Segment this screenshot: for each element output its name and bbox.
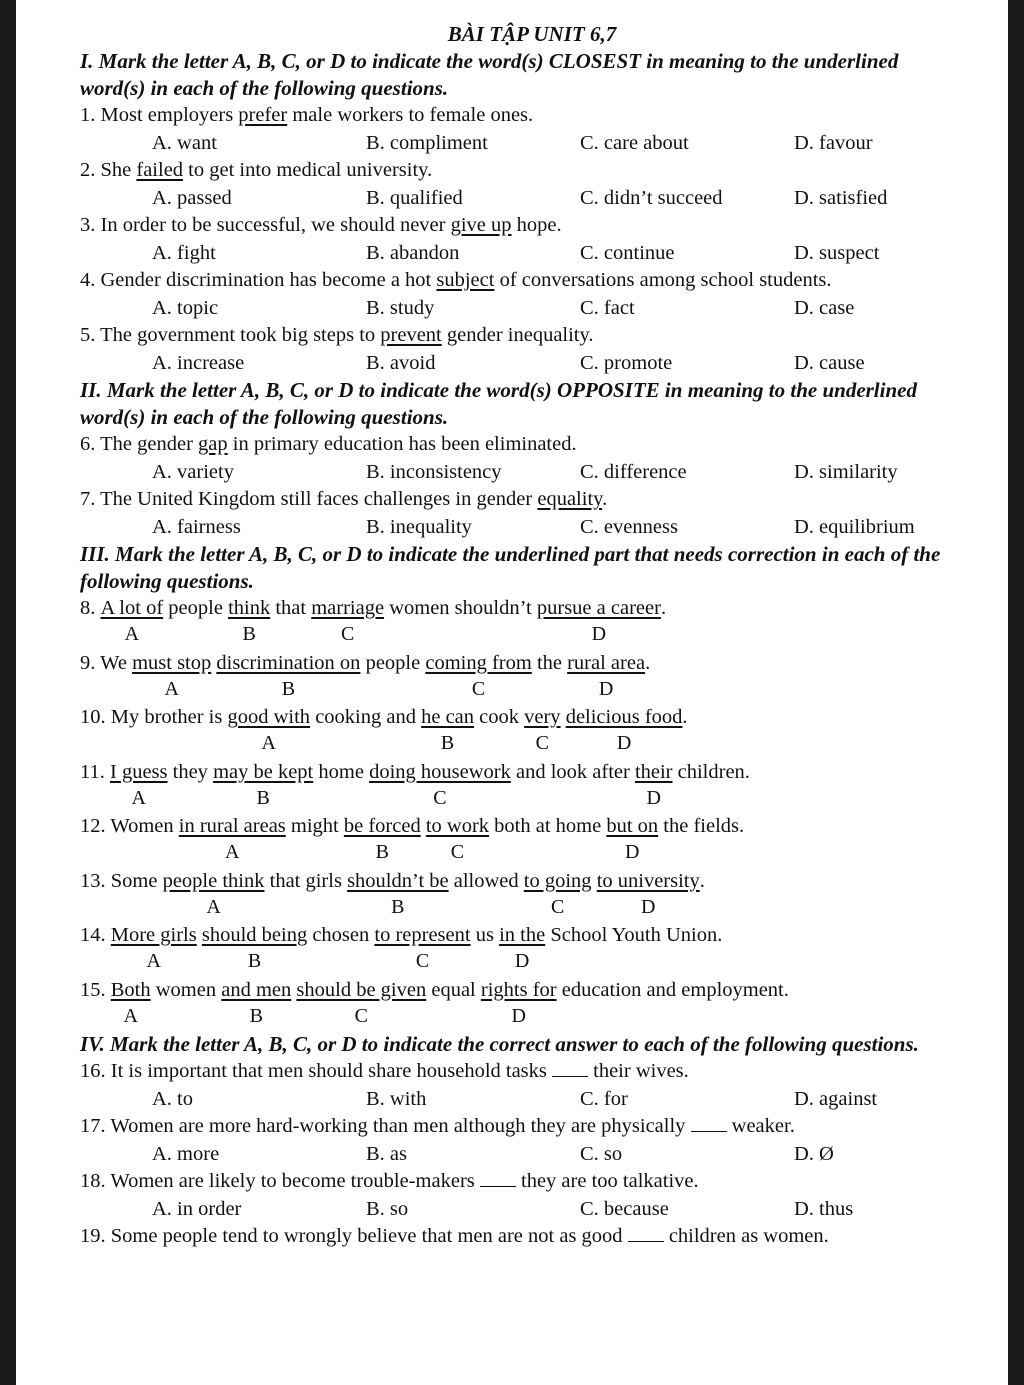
option-a[interactable]: A. to (152, 1087, 193, 1110)
answer-blank[interactable] (552, 1058, 588, 1077)
part-letter: B (281, 677, 296, 700)
question-text: Some people tend to wrongly believe that men are not as good (110, 1225, 628, 1247)
part-letter: C (450, 841, 465, 863)
part-text: doing housework (369, 760, 511, 783)
question-number: 10. (80, 706, 111, 728)
question-text: My brother is (110, 706, 228, 728)
part-d[interactable] (499, 922, 546, 972)
part-letter: A (261, 732, 276, 754)
option-b[interactable]: B. abandon (366, 241, 460, 264)
question-text: they are too talkative. (515, 1170, 699, 1192)
question-7 (80, 486, 1000, 514)
option-c[interactable]: C. fact (580, 296, 635, 319)
option-a[interactable]: A. increase (152, 351, 245, 374)
question-number: 3. (80, 214, 101, 236)
part-d[interactable] (536, 595, 661, 645)
part-text: coming from (425, 651, 532, 674)
option-b[interactable]: B. inequality (366, 515, 472, 538)
section-2-instruction: II. Mark the letter A, B, C, or D to indicate the word(s) OPPOSITE in meaning to the underlined word(s) in each of the following questions. (80, 378, 917, 429)
part-letter: A (131, 786, 146, 809)
part-b[interactable] (347, 868, 449, 918)
part-a[interactable] (100, 595, 164, 645)
part-text: to going (523, 869, 592, 892)
part-letter: B (256, 786, 270, 809)
option-b[interactable]: B. compliment (366, 131, 488, 154)
part-letter: D (511, 1004, 526, 1027)
part-letter: C (354, 1004, 368, 1027)
part-text: rights for (480, 978, 557, 1001)
part-b[interactable] (221, 977, 292, 1027)
question-15 (80, 977, 1000, 1032)
part-text: good with (227, 706, 311, 728)
part-letter: C (415, 950, 430, 972)
option-b[interactable]: B. avoid (366, 351, 436, 374)
part-text: marriage (311, 597, 385, 619)
part-letter: D (616, 732, 632, 754)
question-number: 13. (80, 869, 111, 892)
part-text: discrimination on (216, 651, 361, 674)
section-4-instruction: IV. Mark the letter A, B, C, or D to indicate the correct answer to each of the following questions. (80, 1032, 919, 1056)
question-number: 16. (80, 1060, 111, 1082)
question-text: Women (110, 815, 179, 837)
part-c[interactable] (524, 704, 561, 754)
section-1-instruction: I. Mark the letter A, B, C, or D to indicate the word(s) CLOSEST in meaning to the underlined word(s) in each of the following questions. (80, 49, 899, 100)
question-18-options (80, 1196, 1000, 1224)
option-a[interactable]: A. passed (152, 186, 232, 209)
question-text: . (602, 488, 608, 510)
part-a[interactable] (110, 977, 151, 1027)
question-text: the (531, 651, 568, 674)
underlined-word: subject (436, 269, 495, 291)
part-letter: B (375, 841, 389, 863)
option-c[interactable]: C. promote (580, 351, 673, 374)
question-number: 5. (80, 324, 101, 346)
option-b[interactable]: B. inconsistency (366, 460, 502, 483)
option-c[interactable]: C. difference (580, 460, 687, 483)
question-11 (80, 759, 1000, 814)
part-text: A lot of (100, 597, 164, 619)
question-text: might (285, 815, 344, 837)
part-text: to represent (374, 924, 471, 946)
worksheet-content (80, 20, 1000, 1251)
question-2-options (80, 185, 1000, 213)
part-text: people think (162, 869, 265, 892)
part-d[interactable] (606, 813, 659, 863)
question-5 (80, 322, 1000, 350)
part-letter: D (640, 895, 656, 918)
question-6 (80, 431, 1000, 459)
question-17-options (80, 1141, 1000, 1169)
question-16-options (80, 1086, 1000, 1114)
question-text: . (682, 706, 688, 728)
question-text: home (313, 760, 370, 783)
question-18 (80, 1168, 1000, 1196)
question-text: both at home (489, 815, 607, 837)
part-letter: D (598, 677, 614, 700)
option-d[interactable]: D. case (794, 296, 855, 319)
question-text: that girls (264, 869, 348, 892)
question-16 (80, 1058, 1000, 1086)
question-text: We (100, 651, 133, 674)
option-b[interactable]: B. with (366, 1087, 427, 1110)
question-10 (80, 704, 1000, 759)
question-text: children as women. (663, 1225, 829, 1247)
question-number: 12. (80, 815, 111, 837)
question-number: 11. (80, 760, 110, 783)
option-d[interactable]: D. cause (794, 351, 865, 374)
underlined-word: give up (450, 214, 512, 236)
question-3 (80, 212, 1000, 240)
question-7-options (80, 514, 1000, 542)
part-a[interactable] (132, 650, 212, 700)
part-d[interactable] (596, 868, 700, 918)
part-letter: B (440, 732, 455, 754)
page-title: BÀI TẬP UNIT 6,7 (447, 22, 617, 46)
question-text: The gender (100, 433, 199, 455)
question-text: that (270, 597, 312, 619)
answer-blank[interactable] (628, 1223, 664, 1242)
option-c[interactable]: C. so (580, 1142, 623, 1165)
question-2 (80, 157, 1000, 185)
question-text: they (167, 760, 214, 783)
part-letter: B (247, 950, 262, 972)
worksheet-page (16, 0, 1008, 1385)
part-text: More girls (110, 924, 197, 946)
part-c[interactable] (369, 759, 511, 809)
question-text: their wives. (588, 1060, 689, 1082)
part-d[interactable] (634, 759, 673, 809)
question-text: and look after (510, 760, 635, 783)
part-a[interactable] (178, 813, 286, 863)
option-c[interactable]: C. evenness (580, 515, 678, 538)
question-text: Gender discrimination has become a hot (100, 269, 437, 291)
question-number: 14. (80, 924, 111, 946)
question-text: weaker. (726, 1115, 795, 1137)
option-d[interactable]: D. satisfied (794, 186, 888, 209)
question-text: School Youth Union. (545, 924, 723, 946)
question-text: the fields. (658, 815, 745, 837)
part-letter: D (646, 786, 661, 809)
part-letter: B (391, 895, 405, 918)
part-letter: B (242, 623, 256, 645)
question-text: gender inequality. (441, 324, 594, 346)
option-a[interactable]: A. fairness (152, 515, 241, 538)
part-text: should being (201, 924, 308, 946)
option-d[interactable]: D. favour (794, 131, 873, 154)
question-number: 15. (80, 978, 111, 1001)
question-13 (80, 868, 1000, 923)
underlined-word: prefer (238, 104, 288, 126)
question-text: . (660, 597, 667, 619)
underlined-word: failed (136, 159, 184, 181)
option-b[interactable]: B. study (366, 296, 435, 319)
question-text: to get into medical university. (183, 159, 433, 181)
part-letter: A (206, 895, 221, 918)
question-number: 8. (80, 597, 101, 619)
underlined-word: gap (198, 433, 228, 455)
part-b[interactable] (343, 813, 421, 863)
question-text: male workers to female ones. (287, 104, 534, 126)
part-letter: A (225, 841, 240, 863)
part-text: to university (596, 869, 700, 892)
part-b[interactable] (216, 650, 361, 700)
underlined-word: equality (537, 488, 603, 510)
question-number: 17. (80, 1115, 111, 1137)
question-text: equal (426, 978, 481, 1001)
question-8 (80, 595, 1000, 650)
question-3-options (80, 240, 1000, 268)
part-text: to work (425, 815, 490, 837)
part-letter: C (433, 786, 447, 809)
question-text: hope. (511, 214, 562, 236)
option-b[interactable]: B. as (366, 1142, 407, 1165)
option-d[interactable]: D. equilibrium (794, 515, 915, 538)
question-text: education and employment. (556, 978, 789, 1001)
part-letter: D (625, 841, 640, 863)
part-letter: C (471, 677, 486, 700)
part-c[interactable] (523, 868, 592, 918)
option-c[interactable]: C. because (580, 1197, 669, 1220)
question-1 (80, 102, 1000, 130)
option-d[interactable]: D. Ø (794, 1142, 834, 1165)
question-14 (80, 922, 1000, 977)
part-text: be forced (343, 815, 421, 837)
question-text: cooking and (310, 706, 422, 728)
option-a[interactable]: A. topic (152, 296, 219, 319)
part-c[interactable] (296, 977, 427, 1027)
part-c[interactable] (374, 922, 471, 972)
part-text: and men (221, 978, 292, 1001)
part-text: he can (421, 706, 475, 728)
option-d[interactable]: D. similarity (794, 460, 898, 483)
option-c[interactable]: C. didn’t succeed (580, 186, 723, 209)
part-text: rural area (567, 651, 646, 674)
part-text: should be given (296, 978, 427, 1001)
part-d[interactable] (565, 704, 683, 754)
option-d[interactable]: D. suspect (794, 241, 880, 264)
part-text: may be kept (213, 760, 314, 783)
option-b[interactable]: B. qualified (366, 186, 463, 209)
answer-blank[interactable] (480, 1168, 516, 1187)
option-c[interactable]: C. for (580, 1087, 628, 1110)
part-letter: A (124, 623, 140, 645)
option-a[interactable]: A. more (152, 1142, 220, 1165)
question-text: women (150, 978, 222, 1001)
question-number: 7. (80, 488, 101, 510)
part-text: Both (110, 978, 151, 1001)
question-text: . (699, 869, 705, 892)
option-d[interactable]: D. thus (794, 1197, 854, 1220)
question-text: Most employers (100, 104, 239, 126)
question-text: She (100, 159, 137, 181)
question-text: cook (474, 706, 525, 728)
part-text: in rural areas (178, 815, 286, 837)
part-letter: A (164, 677, 179, 700)
option-a[interactable]: A. in order (152, 1197, 242, 1220)
part-text: think (228, 597, 271, 619)
question-number: 6. (80, 433, 101, 455)
part-b[interactable] (213, 759, 314, 809)
question-number: 19. (80, 1225, 111, 1247)
part-text: but on (606, 815, 659, 837)
part-letter: A (146, 950, 161, 972)
question-text: The United Kingdom still faces challenges in gender (100, 488, 538, 510)
question-number: 2. (80, 159, 101, 181)
question-number: 4. (80, 269, 101, 291)
question-4 (80, 267, 1000, 295)
part-letter: C (535, 732, 550, 754)
answer-blank[interactable] (691, 1113, 727, 1132)
question-text: of conversations among school students. (494, 269, 832, 291)
part-letter: B (249, 1004, 263, 1027)
question-text: It is important that men should share household tasks (110, 1060, 553, 1082)
question-19 (80, 1223, 1000, 1251)
part-text: their (634, 760, 673, 783)
part-b[interactable] (421, 704, 475, 754)
question-number: 1. (80, 104, 101, 126)
part-a[interactable] (162, 868, 265, 918)
part-text: must stop (132, 651, 212, 674)
question-text: people (360, 651, 426, 674)
part-letter: A (123, 1004, 138, 1027)
part-c[interactable] (311, 595, 385, 645)
part-letter: C (340, 623, 355, 645)
option-a[interactable]: A. fight (152, 241, 216, 264)
question-text: Women are more hard-working than men although they are physically (110, 1115, 691, 1137)
question-text: . (645, 651, 651, 674)
question-text: us (470, 924, 500, 946)
part-d[interactable] (480, 977, 557, 1027)
question-text: Women are likely to become trouble-makers (110, 1170, 480, 1192)
part-b[interactable] (201, 922, 308, 972)
part-b[interactable] (228, 595, 271, 645)
option-d[interactable]: D. against (794, 1087, 878, 1110)
part-text: pursue a career (536, 597, 661, 619)
question-text: in primary education has been eliminated. (227, 433, 577, 455)
question-number: 18. (80, 1170, 111, 1192)
question-text: In order to be successful, we should never (100, 214, 451, 236)
part-d[interactable] (567, 650, 646, 700)
option-c[interactable]: C. care about (580, 131, 689, 154)
part-text: delicious food (565, 706, 683, 728)
question-5-options (80, 350, 1000, 378)
part-c[interactable] (425, 650, 532, 700)
question-text: women shouldn’t (384, 597, 537, 619)
section-3-instruction: III. Mark the letter A, B, C, or D to indicate the underlined part that needs correction in each of the following questions. (80, 542, 941, 593)
question-4-options (80, 295, 1000, 323)
part-text: very (524, 706, 561, 728)
question-17 (80, 1113, 1000, 1141)
option-a[interactable]: A. want (152, 131, 217, 154)
question-text: people (163, 597, 229, 619)
option-c[interactable]: C. continue (580, 241, 675, 264)
question-number: 9. (80, 651, 101, 674)
question-6-options (80, 459, 1000, 487)
question-text: allowed (448, 869, 524, 892)
question-9 (80, 650, 1000, 705)
question-1-options (80, 130, 1000, 158)
part-c[interactable] (425, 813, 490, 863)
underlined-word: prevent (380, 324, 442, 346)
part-letter: C (551, 895, 565, 918)
question-text: The government took big steps to (100, 324, 381, 346)
part-letter: D (591, 623, 607, 645)
part-a[interactable] (110, 922, 197, 972)
question-12 (80, 813, 1000, 868)
question-text: children. (672, 760, 750, 783)
part-text: in the (499, 924, 546, 946)
part-a[interactable] (110, 759, 168, 809)
part-text: shouldn’t be (347, 869, 449, 892)
option-b[interactable]: B. so (366, 1197, 409, 1220)
part-text: I guess (110, 760, 168, 783)
part-a[interactable] (227, 704, 311, 754)
question-text: Some (110, 869, 163, 892)
option-a[interactable]: A. variety (152, 460, 234, 483)
part-letter: D (514, 950, 530, 972)
question-text: chosen (307, 924, 375, 946)
